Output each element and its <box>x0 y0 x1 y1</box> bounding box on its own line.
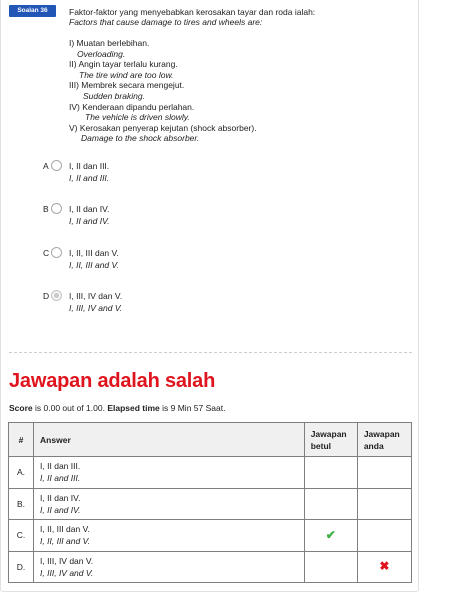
header-num: # <box>9 423 34 457</box>
option-text-ms: I, II, III dan V. <box>69 248 119 258</box>
row-correct-cell <box>304 488 357 520</box>
score-value: is 0.00 out of 1.00. <box>35 403 105 413</box>
row-answer-en: I, III, IV and V. <box>40 567 94 578</box>
row-num: D. <box>9 551 34 583</box>
statement-en: The vehicle is driven slowly. <box>85 112 190 123</box>
answer-table <box>8 422 412 583</box>
statement-ms: II) Angin tayar terlalu kurang. <box>69 59 178 70</box>
cross-icon: ✖ <box>379 559 390 574</box>
row-yours-cell <box>357 551 411 583</box>
option-letter: A <box>43 161 49 171</box>
option-d-radio[interactable] <box>51 290 62 301</box>
row-answer <box>34 551 305 583</box>
row-correct-cell <box>304 551 357 583</box>
statement-ms: I) Muatan berlebihan. <box>69 38 150 48</box>
row-answer-ms: I, II, III dan V. <box>40 524 90 535</box>
question-statements <box>69 38 399 144</box>
question-text-en: Factors that cause damage to tires and wheels are: <box>69 17 263 27</box>
statement-ms: V) Kerosakan penyerap kejutan (shock absorber). <box>69 122 257 133</box>
option-text-ms: I, II dan III. <box>69 161 110 171</box>
option-letter: C <box>43 248 50 258</box>
option-text <box>69 203 109 227</box>
option-text-en: I, II and IV. <box>69 216 110 226</box>
check-icon: ✔ <box>325 527 336 542</box>
row-num: A. <box>9 457 34 489</box>
option-text <box>69 160 109 184</box>
divider <box>9 352 412 353</box>
statement-en: Damage to the shock absorber. <box>81 133 200 144</box>
row-yours-cell <box>357 520 411 552</box>
question-text <box>69 7 409 27</box>
score-line <box>9 403 225 413</box>
row-answer <box>34 520 305 552</box>
option-c-radio[interactable] <box>51 247 62 258</box>
table-row <box>9 457 412 489</box>
row-answer <box>34 488 305 520</box>
statement-en: The tire wind are too low. <box>79 69 174 80</box>
answer-table-header <box>9 423 412 457</box>
row-num: B. <box>9 488 34 520</box>
result-title: Jawapan adalah salah <box>9 370 216 392</box>
option-d[interactable] <box>41 289 341 315</box>
row-correct-cell <box>304 520 357 552</box>
statement-en: Sudden braking. <box>83 90 145 101</box>
row-yours-cell <box>357 488 411 520</box>
option-b[interactable] <box>41 202 341 228</box>
option-a-radio[interactable] <box>51 160 62 171</box>
statement-en: Overloading. <box>77 48 126 59</box>
row-num: C. <box>9 520 34 552</box>
option-text-ms: I, III, IV dan V. <box>69 291 123 301</box>
option-letter: B <box>43 204 49 214</box>
header-answer: Answer <box>34 423 305 457</box>
table-row <box>9 488 412 520</box>
row-answer-ms: I, II dan IV. <box>40 492 81 503</box>
option-text-en: I, III, IV and V. <box>69 303 123 313</box>
header-your-answer: Jawapan anda <box>357 423 411 457</box>
option-text <box>69 247 119 271</box>
option-text <box>69 290 122 314</box>
option-text-en: I, II and III. <box>69 173 110 183</box>
option-a[interactable] <box>41 159 341 185</box>
score-label: Score <box>9 403 33 413</box>
option-b-radio[interactable] <box>51 203 62 214</box>
option-text-ms: I, II dan IV. <box>69 204 110 214</box>
table-row <box>9 520 412 552</box>
option-text-en: I, II, III and V. <box>69 260 119 270</box>
row-answer <box>34 457 305 489</box>
header-correct-answer: Jawapan betul <box>304 423 357 457</box>
statement-ms: IV) Kenderaan dipandu perlahan. <box>69 101 195 112</box>
row-correct-cell <box>304 457 357 489</box>
question-text-ms: Faktor-faktor yang menyebabkan kerosakan tayar dan roda ialah: <box>69 7 316 17</box>
option-c[interactable] <box>41 246 341 272</box>
elapsed-value: is 9 Min 57 Saat. <box>162 403 226 413</box>
elapsed-label: Elapsed time <box>107 403 160 413</box>
row-answer-en: I, II, III and V. <box>40 536 90 547</box>
option-letter: D <box>43 291 50 301</box>
row-answer-ms: I, III, IV dan V. <box>40 555 94 566</box>
row-answer-en: I, II and IV. <box>40 504 81 515</box>
row-answer-ms: I, II dan III. <box>40 461 81 472</box>
question-number-badge: Soalan 36 <box>9 5 56 17</box>
row-answer-en: I, II and III. <box>40 473 81 484</box>
row-yours-cell <box>357 457 411 489</box>
table-row <box>9 551 412 583</box>
statement-ms: III) Membrek secara mengejut. <box>69 80 185 91</box>
